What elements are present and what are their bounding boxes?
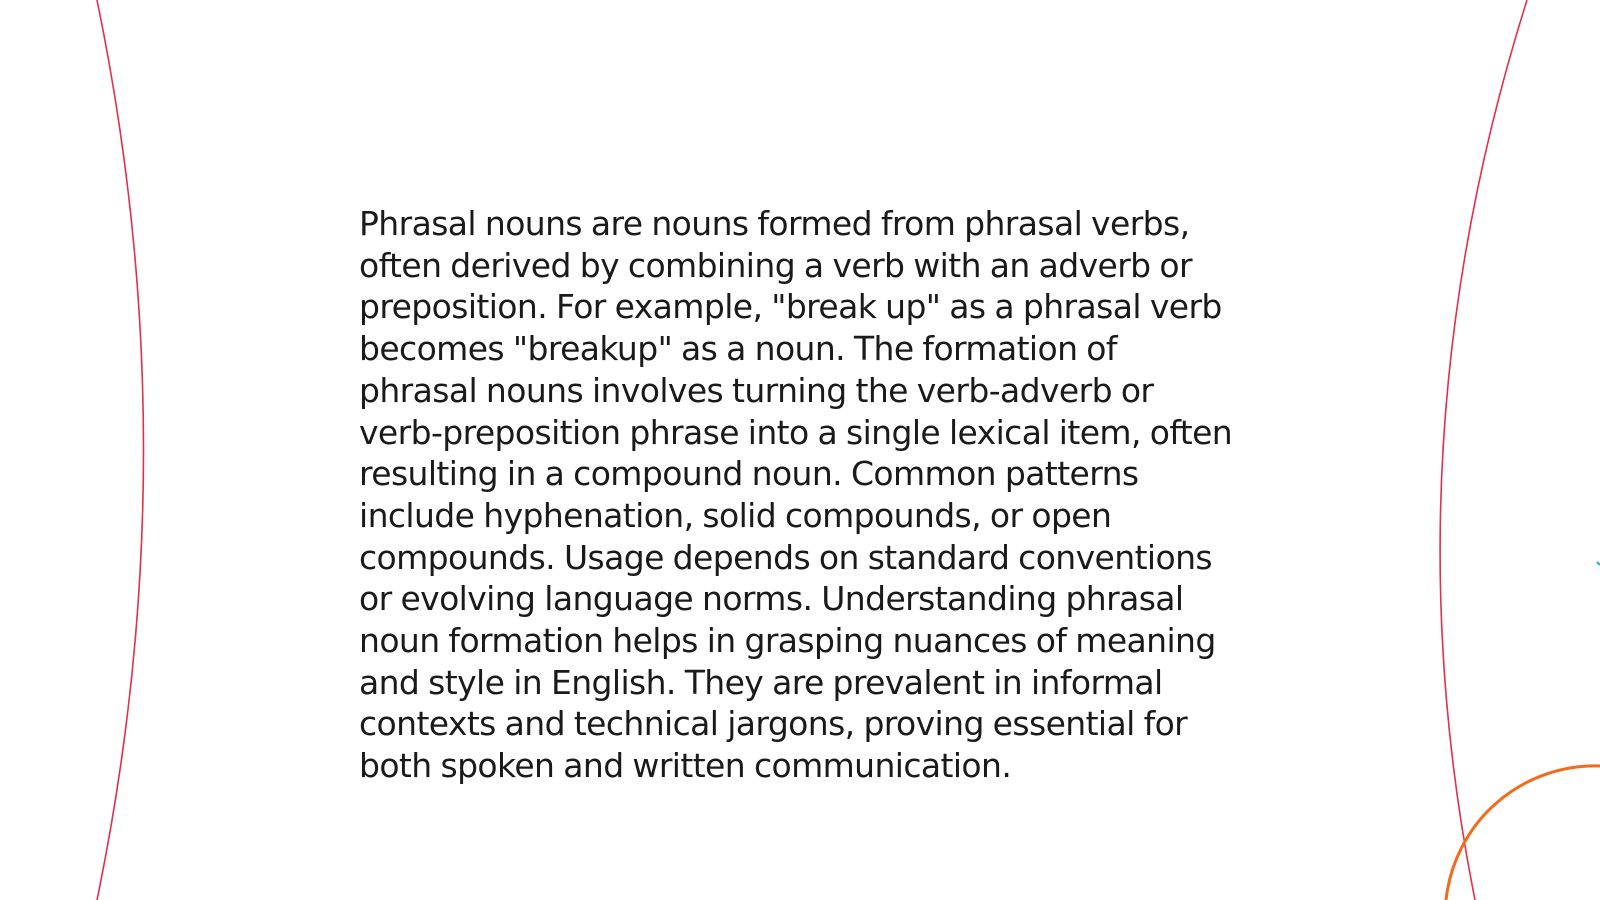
orange-circle-arc — [1446, 766, 1600, 900]
right-curved-line — [1440, 0, 1527, 900]
left-curved-line — [97, 0, 144, 900]
body-paragraph: Phrasal nouns are nouns formed from phrasal verbs, often derived by combining a verb with an adverb or preposition. For example, "break up" as a phrasal verb becomes "breakup" as a noun. The formation of phrasal nouns involves turning the verb-adverb or verb-preposition phrase into a single lexical item, often resulting in a compound noun. Common patterns include hyphenation, solid compounds, or open compounds. Usage depends on standard conventions or evolving language norms. Understanding phrasal noun formation helps in grasping nuances of meaning and style in English. They are prevalent in informal contexts and technical jargons, proving essential for both spoken and written communication. — [359, 204, 1233, 786]
